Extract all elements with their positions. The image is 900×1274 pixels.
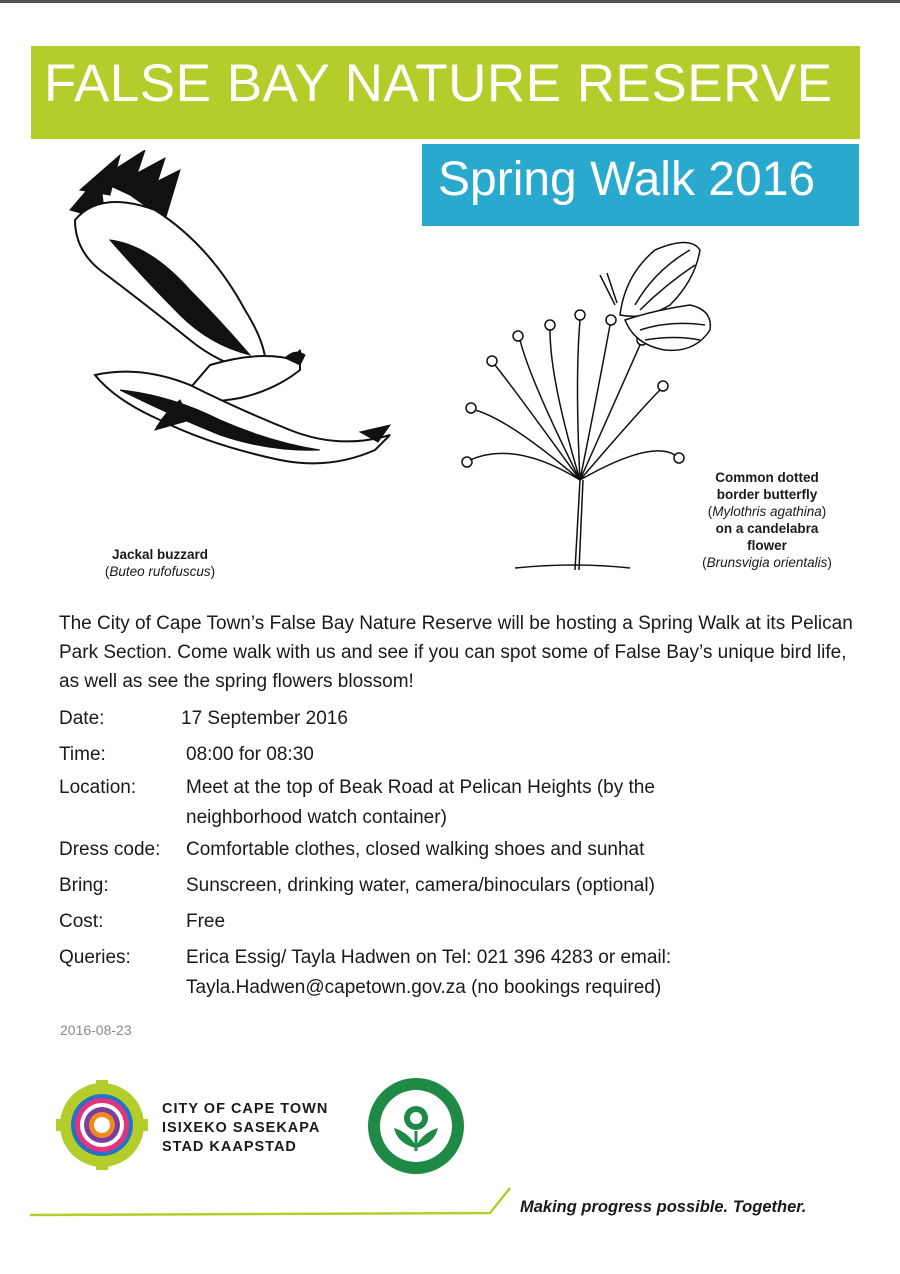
flower-latin: Brunsvigia orientalis bbox=[706, 555, 828, 570]
butterfly-line1: Common dotted bbox=[715, 470, 819, 485]
buzzard-caption: Jackal buzzard (Buteo rufofuscus) bbox=[104, 547, 216, 579]
time-value: 08:00 for 08:30 bbox=[186, 744, 314, 765]
city-line2: ISIXEKO SASEKAPA bbox=[162, 1120, 321, 1136]
city-line1: CITY OF CAPE TOWN bbox=[162, 1101, 329, 1117]
bring-label: Bring: bbox=[59, 875, 109, 896]
bring-value: Sunscreen, drinking water, camera/binoculars (optional) bbox=[186, 875, 655, 896]
page-subtitle: Spring Walk 2016 bbox=[438, 153, 816, 206]
top-rule bbox=[0, 0, 900, 3]
intro-paragraph: The City of Cape Town’s False Bay Nature Reserve will be hosting a Spring Walk at its Pelican Park Section. Come walk with us and see if you can spot some of False Bay’s unique bird life, as well as see the spring flowers blossom! bbox=[59, 613, 853, 692]
city-line3: STAD KAAPSTAD bbox=[162, 1139, 297, 1155]
location-line1: Meet at the top of Beak Road at Pelican Heights (by the bbox=[186, 777, 655, 798]
city-of-cape-town-logo bbox=[55, 1080, 150, 1170]
location-line2: neighborhood watch container) bbox=[186, 807, 447, 828]
nature-conservation-seal bbox=[366, 1076, 466, 1176]
butterfly-illustration bbox=[595, 235, 720, 355]
city-name-block bbox=[162, 1100, 328, 1157]
butterfly-caption: Common dotted border butterfly (Mylothris agathina) on a candelabra flower (Brunsvigia orientalis) bbox=[702, 470, 832, 570]
butterfly-line2: border butterfly bbox=[716, 487, 818, 502]
flower-line2: flower bbox=[747, 538, 787, 553]
cost-value: Free bbox=[186, 911, 226, 932]
queries-email[interactable]: Tayla.Hadwen@capetown.gov.za (no bookings required) bbox=[186, 977, 662, 998]
buzzard-latin: Buteo rufofuscus bbox=[109, 564, 211, 579]
page-title: FALSE BAY NATURE RESERVE bbox=[44, 54, 833, 113]
queries-line1: Erica Essig/ Tayla Hadwen on Tel: 021 396 4283 or email: bbox=[186, 947, 672, 968]
tagline: Making progress possible. Together. bbox=[520, 1198, 807, 1216]
buzzard-name: Jackal buzzard bbox=[111, 547, 209, 562]
jackal-buzzard-illustration bbox=[60, 150, 400, 545]
date-value: 17 September 2016 bbox=[181, 708, 348, 729]
dress-value: Comfortable clothes, closed walking shoes and sunhat bbox=[186, 839, 645, 860]
flower-line1: on a candelabra bbox=[715, 521, 819, 536]
queries-label: Queries: bbox=[59, 947, 131, 968]
footer-swoosh bbox=[30, 1185, 520, 1220]
time-label: Time: bbox=[59, 744, 106, 765]
date-label: Date: bbox=[59, 708, 105, 729]
cost-label: Cost: bbox=[59, 911, 104, 932]
date-stamp: 2016-08-23 bbox=[60, 1022, 132, 1038]
dress-label: Dress code: bbox=[59, 839, 161, 860]
butterfly-latin: Mylothris agathina bbox=[712, 504, 822, 519]
location-label: Location: bbox=[59, 777, 137, 798]
